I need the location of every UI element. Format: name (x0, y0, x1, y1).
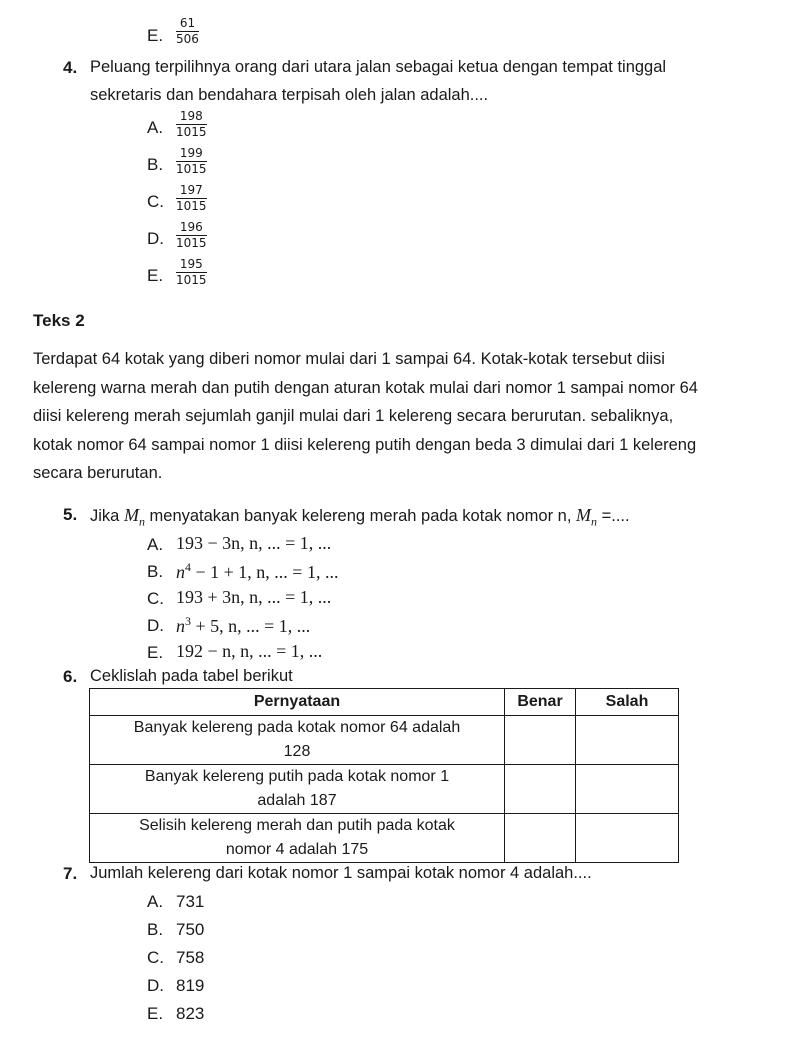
statement-cell (90, 765, 505, 814)
option-letter: E. (147, 26, 164, 45)
expr-base: n (176, 562, 185, 582)
option-expression: 193 − 3n, n, ... = 1, ... (176, 533, 332, 553)
question-number: 4. (63, 58, 78, 77)
statement-line: 128 (283, 743, 311, 760)
option-value: 819 (176, 976, 205, 995)
benar-checkbox-cell[interactable] (505, 814, 576, 863)
option-letter: E. (147, 643, 164, 662)
passage-line: secara berurutan. (33, 464, 163, 482)
question-text-part: menyatakan banyak kelereng merah pada kotak nomor n, (144, 507, 577, 525)
statement-cell (90, 814, 505, 863)
salah-checkbox-cell[interactable] (576, 716, 679, 765)
numerator: 196 (179, 220, 203, 234)
passage-line: diisi kelereng merah sejumlah ganjil mulai dari 1 kelereng secara berurutan. sebaliknya, (33, 407, 674, 425)
denominator: 1015 (176, 273, 207, 287)
option-value: 750 (176, 920, 205, 939)
fraction (176, 147, 207, 176)
question-number: 5. (63, 505, 78, 524)
table-row (90, 716, 679, 765)
salah-checkbox-cell[interactable] (576, 765, 679, 814)
option-letter: D. (147, 229, 164, 248)
option-letter: E. (147, 266, 164, 285)
fraction (176, 17, 199, 46)
option-letter: E. (147, 1004, 164, 1023)
statement-line: Banyak kelereng pada kotak nomor 64 adalah (133, 719, 461, 736)
statement-line: nomor 4 adalah 175 (225, 841, 369, 858)
option-letter: C. (147, 948, 164, 967)
subscript-n: n (591, 514, 598, 529)
statement-line: adalah 187 (257, 792, 337, 809)
question-text: sekretaris dan bendahara terpisah oleh jalan adalah.... (90, 86, 489, 104)
table-row (90, 765, 679, 814)
passage-line: kelereng warna merah dan putih dengan aturan kotak mulai dari nomor 1 sampai nomor 64 (33, 378, 698, 397)
fraction (176, 110, 207, 139)
option-letter: C. (147, 192, 164, 211)
question-number: 6. (63, 667, 78, 686)
option-letter: A. (147, 535, 164, 554)
denominator: 506 (176, 32, 199, 46)
question-text (90, 505, 630, 529)
option-expression (176, 614, 310, 637)
checklist-table (89, 688, 679, 863)
option-value: 823 (176, 1004, 205, 1023)
denominator: 1015 (176, 199, 207, 213)
option-expression (176, 560, 338, 583)
option-expression: 192 − n, n, ... = 1, ... (176, 641, 323, 661)
statement-cell (90, 716, 505, 765)
question-number: 7. (63, 864, 78, 883)
header-benar: Benar (505, 689, 576, 716)
numerator: 61 (179, 16, 196, 30)
statement-line: Selisih kelereng merah dan putih pada kotak (139, 817, 455, 834)
benar-checkbox-cell[interactable] (505, 765, 576, 814)
option-letter: D. (147, 976, 164, 995)
section-heading: Teks 2 (33, 311, 85, 330)
benar-checkbox-cell[interactable] (505, 716, 576, 765)
option-letter: A. (147, 892, 164, 911)
table-row (90, 814, 679, 863)
expr-base: n (176, 616, 185, 636)
variable-M: M (123, 505, 139, 525)
option-value: 758 (176, 948, 205, 967)
statement-line: Banyak kelereng putih pada kotak nomor 1 (144, 768, 450, 785)
passage-line: Terdapat 64 kotak yang diberi nomor mulai dari 1 sampai 64. Kotak-kotak tersebut diisi (33, 350, 665, 368)
option-letter: A. (147, 118, 164, 137)
header-salah: Salah (576, 689, 679, 716)
denominator: 1015 (176, 125, 207, 139)
fraction (176, 258, 207, 287)
table-header-row (90, 689, 679, 716)
question-text: Peluang terpilihnya orang dari utara jalan sebagai ketua dengan tempat tinggal (90, 58, 667, 76)
option-letter: B. (147, 155, 164, 174)
option-letter: C. (147, 589, 164, 608)
option-letter: D. (147, 616, 164, 635)
option-letter: B. (147, 920, 164, 939)
expr-rest: + 5, n, ... = 1, ... (191, 616, 311, 636)
passage-line: kotak nomor 64 sampai nomor 1 diisi kelereng putih dengan beda 3 dimulai dari 1 kelereng (33, 435, 697, 454)
option-letter: B. (147, 562, 164, 581)
header-pernyataan: Pernyataan (90, 689, 505, 716)
question-text: Ceklislah pada tabel berikut (90, 667, 293, 685)
question-text-part: =.... (597, 507, 630, 525)
numerator: 195 (179, 257, 203, 271)
option-expression: 193 + 3n, n, ... = 1, ... (176, 587, 332, 607)
fraction (176, 184, 207, 213)
variable-M: M (576, 505, 592, 525)
expr-exponent: 3 (185, 614, 191, 628)
salah-checkbox-cell[interactable] (576, 814, 679, 863)
denominator: 1015 (176, 236, 207, 250)
fraction (176, 221, 207, 250)
option-value: 731 (176, 892, 205, 911)
question-text-part: Jika (90, 507, 124, 525)
expr-rest: − 1 + 1, n, ... = 1, ... (191, 562, 339, 582)
numerator: 198 (179, 109, 203, 123)
expr-exponent: 4 (185, 560, 191, 574)
denominator: 1015 (176, 162, 207, 176)
passage (33, 345, 793, 488)
question-text: Jumlah kelereng dari kotak nomor 1 sampai kotak nomor 4 adalah.... (90, 864, 592, 882)
subscript-n: n (138, 514, 145, 529)
numerator: 197 (179, 183, 203, 197)
numerator: 199 (179, 146, 203, 160)
